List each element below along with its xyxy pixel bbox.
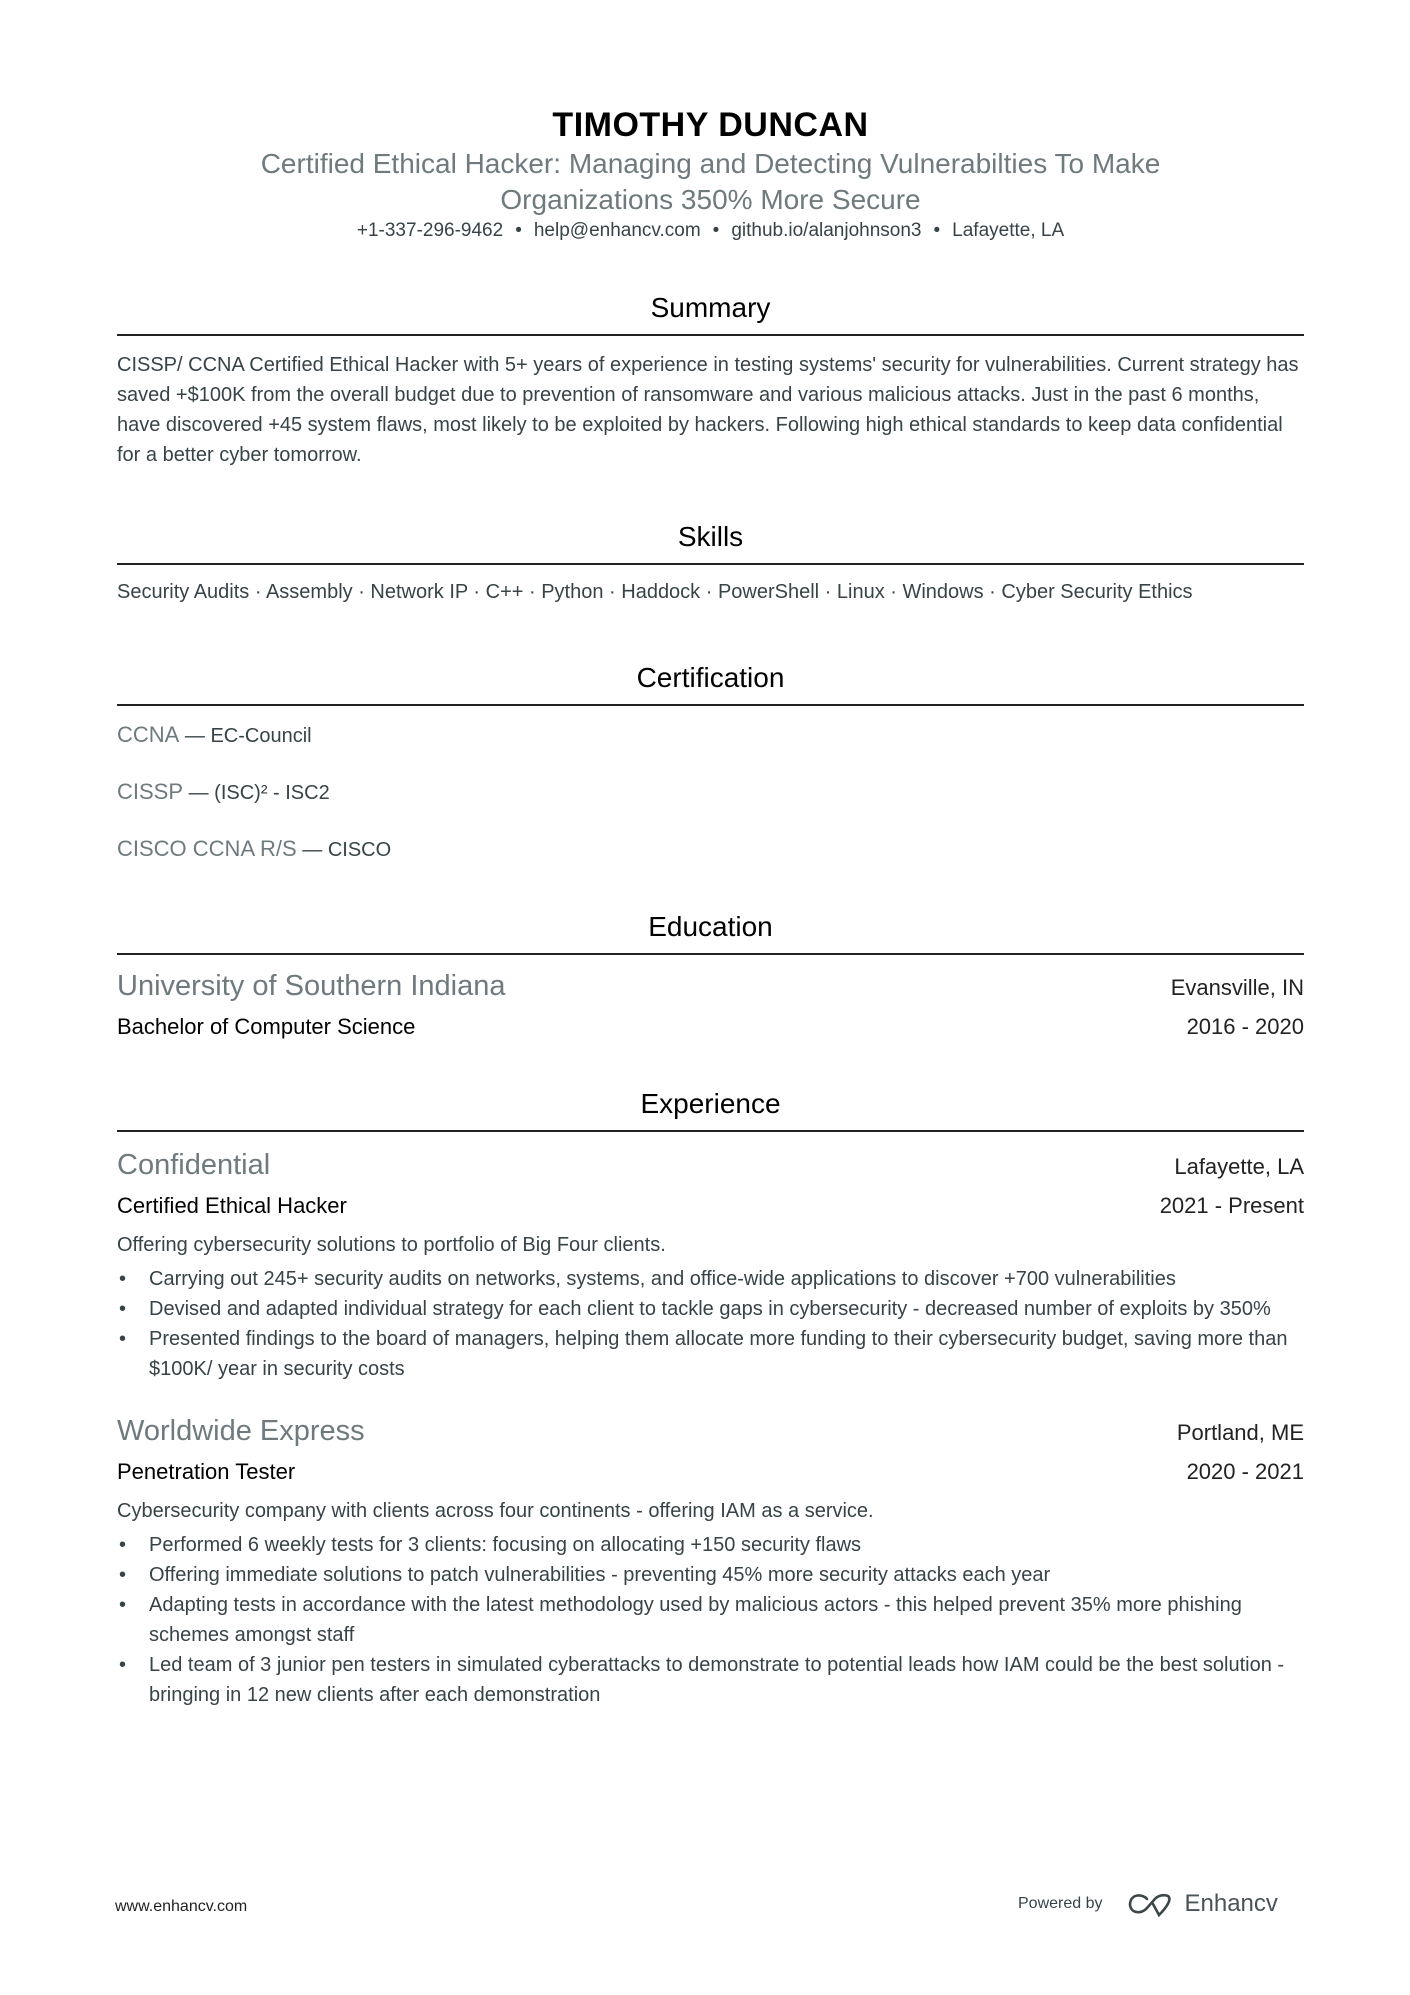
footer-branding: [1018, 1890, 1278, 1918]
brand-name: Enhancv: [1184, 1890, 1278, 1917]
education-dates: 2016 - 2020: [1186, 1014, 1304, 1039]
summary-section: [117, 290, 1304, 470]
job-bullet: • Led team of 3 junior pen testers in simulated cyberattacks to demonstrate to potential leads how IAM could be the best solution - bringing in 12 new clients after each demonstration: [117, 1650, 1304, 1710]
job-location: Lafayette, LA: [1174, 1154, 1304, 1179]
school-name: University of Southern Indiana: [117, 970, 506, 1002]
footer-website-link[interactable]: www.enhancv.com: [115, 1898, 248, 1915]
email-link[interactable]: help@enhancv.com: [533, 220, 701, 241]
job-description: Cybersecurity company with clients across four continents - offering IAM as a service.: [117, 1500, 874, 1522]
powered-by-label: Powered by: [1018, 1895, 1103, 1912]
school-location: Evansville, IN: [1170, 975, 1304, 1000]
job-dates: 2020 - 2021: [1186, 1459, 1304, 1484]
skills-section: [117, 519, 1304, 607]
job-location: Portland, ME: [1176, 1420, 1304, 1445]
section-heading: Summary: [117, 290, 1304, 336]
enhancv-logo[interactable]: [1127, 1890, 1278, 1918]
company-name: Worldwide Express: [117, 1415, 365, 1447]
enhancv-logo-icon: [1127, 1891, 1173, 1917]
job-bullet: • Devised and adapted individual strategy for each client to tackle gaps in cybersecurity - decreased number of exploits by 350%: [117, 1294, 1304, 1324]
section-heading: Skills: [117, 519, 1304, 565]
job-bullet: • Carrying out 245+ security audits on networks, systems, and office-wide applications to discover +700 vulnerabilities: [117, 1264, 1304, 1294]
github-link[interactable]: github.io/alanjohnson3: [731, 220, 922, 241]
company-name: Confidential: [117, 1149, 271, 1181]
section-heading: Certification: [117, 660, 1304, 706]
section-heading: Experience: [117, 1086, 1304, 1132]
certification-item: CISCO CCNA R/S — CISCO: [117, 836, 392, 861]
degree: Bachelor of Computer Science: [117, 1014, 416, 1039]
job-title: Penetration Tester: [117, 1459, 296, 1484]
job-dates: 2021 - Present: [1159, 1193, 1304, 1218]
candidate-name: TIMOTHY DUNCAN: [552, 106, 869, 144]
job-bullet: • Offering immediate solutions to patch vulnerabilities - preventing 45% more security attacks each year: [117, 1560, 1304, 1590]
education-section: [117, 909, 1304, 1047]
summary-text: CISSP/ CCNA Certified Ethical Hacker with 5+ years of experience in testing systems' security for vulnerabilities. Current strategy has saved +$100K from the overall budget due to prevention of ransomware and various malicious attacks. Just in the past 6 months, have discovered +45 system flaws, most likely to be exploited by hackers. Following high ethical standards to keep data confidential for a better cyber tomorrow.: [117, 354, 1299, 466]
headline: Certified Ethical Hacker: Managing and Detecting Vulnerabilties To Make Organizations 350% More Secure: [260, 148, 1161, 215]
certification-item: CCNA — EC-Council: [117, 722, 312, 747]
contact-info: [117, 220, 1304, 242]
job-bullet: • Adapting tests in accordance with the latest methodology used by malicious actors - this helped prevent 35% more phishing schemes amongst staff: [117, 1590, 1304, 1650]
separator: •: [712, 220, 720, 241]
location: Lafayette, LA: [952, 220, 1065, 241]
certification-item: CISSP — (ISC)² - ISC2: [117, 779, 330, 804]
separator: •: [515, 220, 522, 241]
job-description: Offering cybersecurity solutions to portfolio of Big Four clients.: [117, 1234, 666, 1256]
separator: •: [933, 220, 941, 241]
job-entry: [117, 1412, 1304, 1710]
experience-section: [117, 1086, 1304, 1710]
certification-section: [117, 660, 1304, 891]
job-entry: [117, 1146, 1304, 1384]
job-bullet: • Performed 6 weekly tests for 3 clients: focusing on allocating +150 security flaws: [117, 1530, 1304, 1560]
phone: +1-337-296-9462: [356, 220, 504, 241]
section-heading: Education: [117, 909, 1304, 955]
job-bullet: • Presented findings to the board of managers, helping them allocate more funding to their cybersecurity budget, saving more than $100K/ year in security costs: [117, 1324, 1304, 1384]
skills-list: Security Audits · Assembly · Network IP · C++ · Python · Haddock · PowerShell · Linux · Windows · Cyber Security Ethics: [117, 581, 1193, 603]
job-title: Certified Ethical Hacker: [117, 1193, 347, 1218]
